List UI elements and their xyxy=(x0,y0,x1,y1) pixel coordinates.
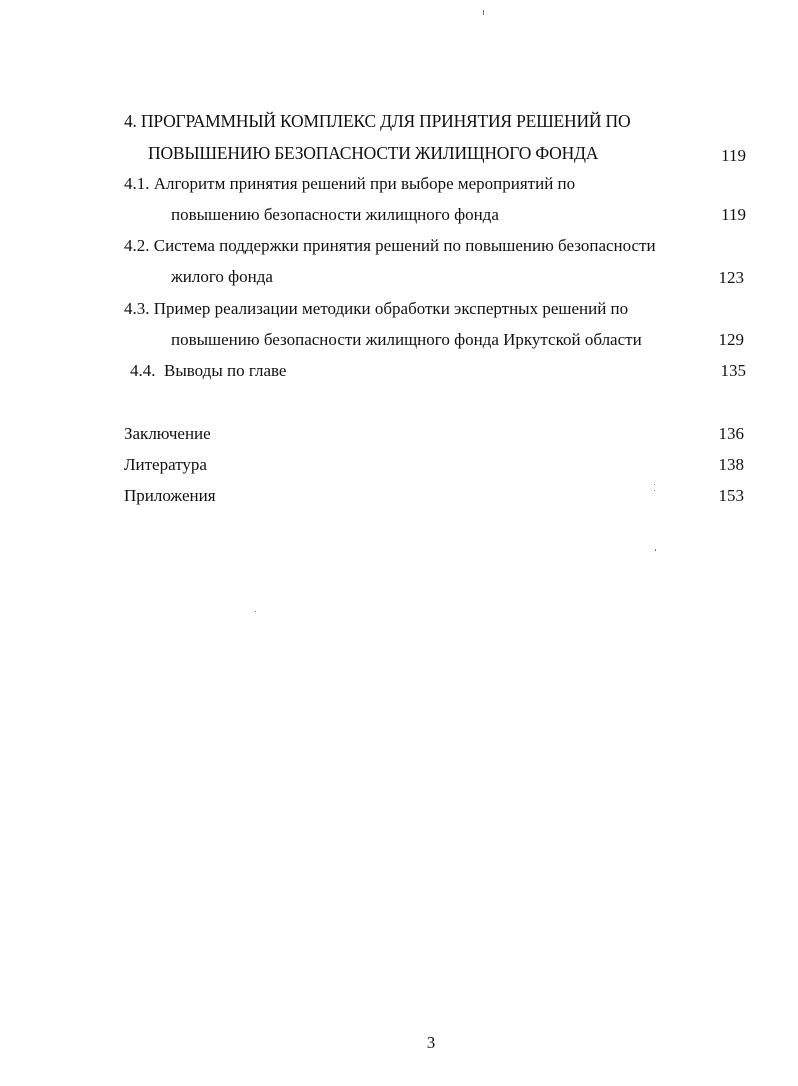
scan-speck xyxy=(483,10,484,15)
toc-literature-page: 138 xyxy=(718,455,744,474)
toc-section41-page: 119 xyxy=(721,205,746,224)
toc-chapter4-line2[interactable]: ПОВЫШЕНИЮ БЕЗОПАСНОСТИ ЖИЛИЩНОГО ФОНДА xyxy=(148,143,599,163)
toc-literature-label[interactable]: Литература xyxy=(124,455,207,474)
scan-speck xyxy=(654,484,655,485)
scan-speck xyxy=(654,490,655,491)
toc-section43-line1[interactable]: 4.3. Пример реализации методики обработки экспертных решений по xyxy=(124,299,629,318)
scan-speck xyxy=(655,549,656,551)
toc-section43-page: 129 xyxy=(718,330,744,349)
toc-section41-line1[interactable]: 4.1. Алгоритм принятия решений при выборе мероприятий по xyxy=(124,174,576,193)
toc-appendices-label[interactable]: Приложения xyxy=(124,486,216,505)
page-number: 3 xyxy=(426,1033,436,1052)
toc-conclusion-page: 136 xyxy=(718,424,744,443)
toc-section44-page: 135 xyxy=(720,361,746,380)
toc-section44-label[interactable]: 4.4. Выводы по главе xyxy=(130,361,287,380)
toc-conclusion-label[interactable]: Заключение xyxy=(124,424,211,443)
toc-appendices-page: 153 xyxy=(718,486,744,505)
toc-chapter4-page: 119 xyxy=(721,146,746,165)
toc-section42-line2[interactable]: жилого фонда xyxy=(171,267,273,286)
toc-section42-line1[interactable]: 4.2. Система поддержки принятия решений по повышению безопасности xyxy=(124,236,656,255)
toc-chapter4-line1[interactable]: 4. ПРОГРАММНЫЙ КОМПЛЕКС ДЛЯ ПРИНЯТИЯ РЕШЕНИЙ ПО xyxy=(124,111,631,131)
toc-section43-line2[interactable]: повышению безопасности жилищного фонда Иркутской области xyxy=(171,330,642,349)
toc-section42-page: 123 xyxy=(718,268,744,287)
scan-speck xyxy=(255,611,256,612)
toc-section41-line2[interactable]: повышению безопасности жилищного фонда xyxy=(171,205,499,224)
